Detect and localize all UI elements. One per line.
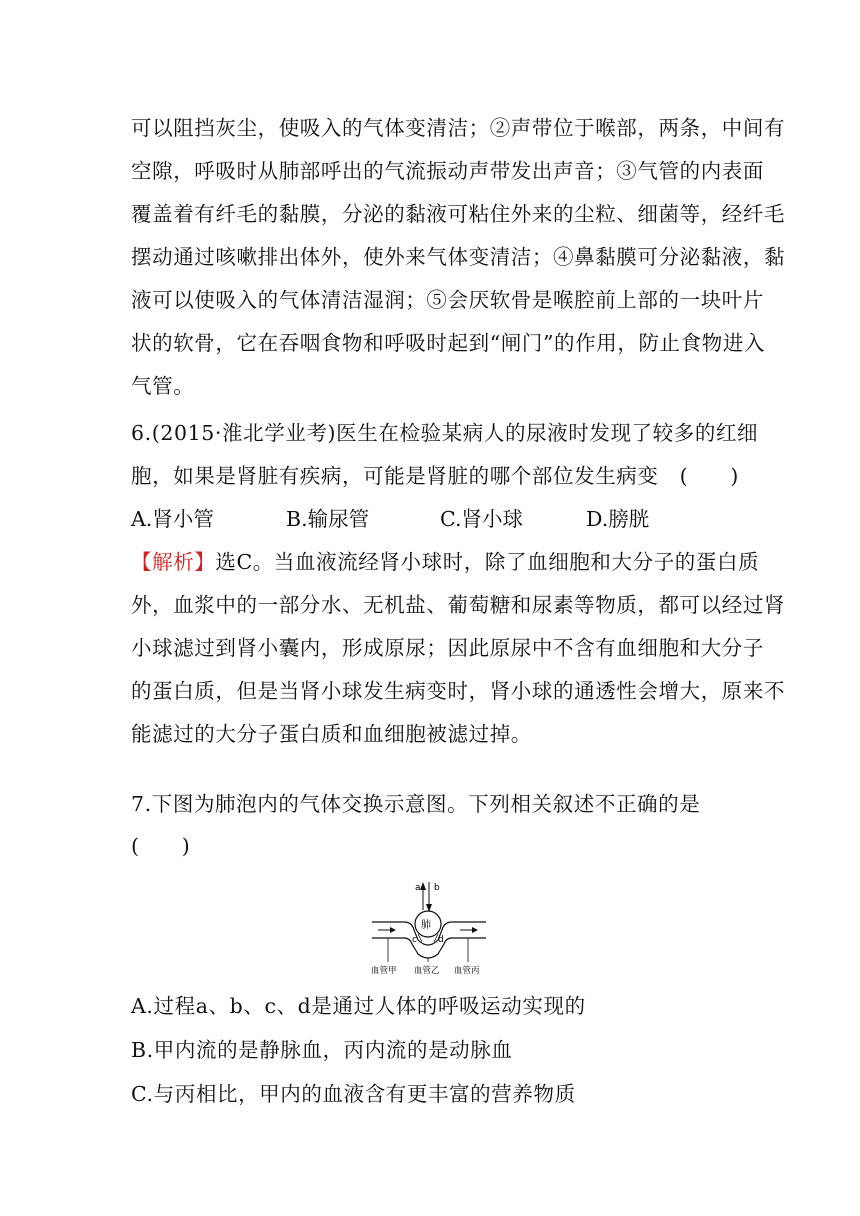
label-c: c bbox=[412, 935, 417, 945]
question-stem: ( ) bbox=[131, 834, 191, 858]
option-d: D.膀胱 bbox=[586, 507, 650, 531]
option-b: B.输尿管 bbox=[286, 507, 370, 531]
label-vessel-1: 血管甲 bbox=[371, 966, 397, 976]
label-a: a bbox=[415, 883, 421, 893]
analysis-line bbox=[131, 548, 759, 576]
label-d: d bbox=[438, 935, 444, 945]
label-vessel-3: 血管丙 bbox=[454, 966, 480, 976]
question-stem: 胞，如果是肾脏有疾病，可能是肾脏的哪个部位发生病变 ( ) bbox=[131, 464, 739, 488]
option-c: C.肾小球 bbox=[440, 507, 523, 531]
text-line: 摆动通过咳嗽排出体外，使外来气体变清洁；④鼻黏膜可分泌黏液，黏 bbox=[131, 245, 786, 269]
text-line: 可以阻挡灰尘，使吸入的气体变清洁；②声带位于喉部，两条，中间有 bbox=[131, 116, 786, 140]
text-line: 气管。 bbox=[131, 374, 195, 398]
text-line: 覆盖着有纤毛的黏膜，分泌的黏液可粘住外来的尘粒、细菌等，经纤毛 bbox=[131, 202, 786, 226]
label-alveolus: 肺 bbox=[421, 920, 431, 931]
question-stem: 6.(2015·淮北学业考)医生在检验某病人的尿液时发现了较多的红细 bbox=[131, 421, 759, 445]
label-b: b bbox=[434, 883, 440, 893]
analysis-line: 外，血浆中的一部分水、无机盐、葡萄糖和尿素等物质，都可以经过肾 bbox=[131, 593, 786, 617]
option-c: C.与丙相比，甲内的血液含有更丰富的营养物质 bbox=[131, 1082, 576, 1106]
option-b: B.甲内流的是静脉血，丙内流的是动脉血 bbox=[131, 1038, 513, 1062]
option-a: A.肾小管 bbox=[131, 507, 214, 531]
text-line: 状的软骨，它在吞咽食物和呼吸时起到“闸门”的作用，防止食物进入 bbox=[131, 331, 766, 355]
analysis-tag: 【解析】 bbox=[131, 550, 216, 574]
analysis-text: 选C。当血液流经肾小球时，除了血细胞和大分子的蛋白质 bbox=[215, 550, 760, 574]
analysis-line: 小球滤过到肾小囊内，形成原尿；因此原尿中不含有血细胞和大分子 bbox=[131, 636, 764, 660]
text-line: 空隙，呼吸时从肺部呼出的气流振动声带发出声音；③气管的内表面 bbox=[131, 159, 764, 183]
analysis-line: 能滤过的大分子蛋白质和血细胞被滤过掉。 bbox=[131, 722, 532, 746]
option-a: A.过程a、b、c、d是通过人体的呼吸运动实现的 bbox=[131, 994, 586, 1018]
analysis-line: 的蛋白质，但是当肾小球发生病变时，肾小球的通透性会增大，原来不 bbox=[131, 679, 786, 703]
alveolus-gas-exchange-diagram bbox=[368, 870, 490, 978]
question-stem: 7.下图为肺泡内的气体交换示意图。下列相关叙述不正确的是 bbox=[131, 792, 701, 816]
label-vessel-2: 血管乙 bbox=[414, 966, 440, 976]
text-line: 液可以使吸入的气体清洁湿润；⑤会厌软骨是喉腔前上部的一块叶片 bbox=[131, 288, 764, 312]
